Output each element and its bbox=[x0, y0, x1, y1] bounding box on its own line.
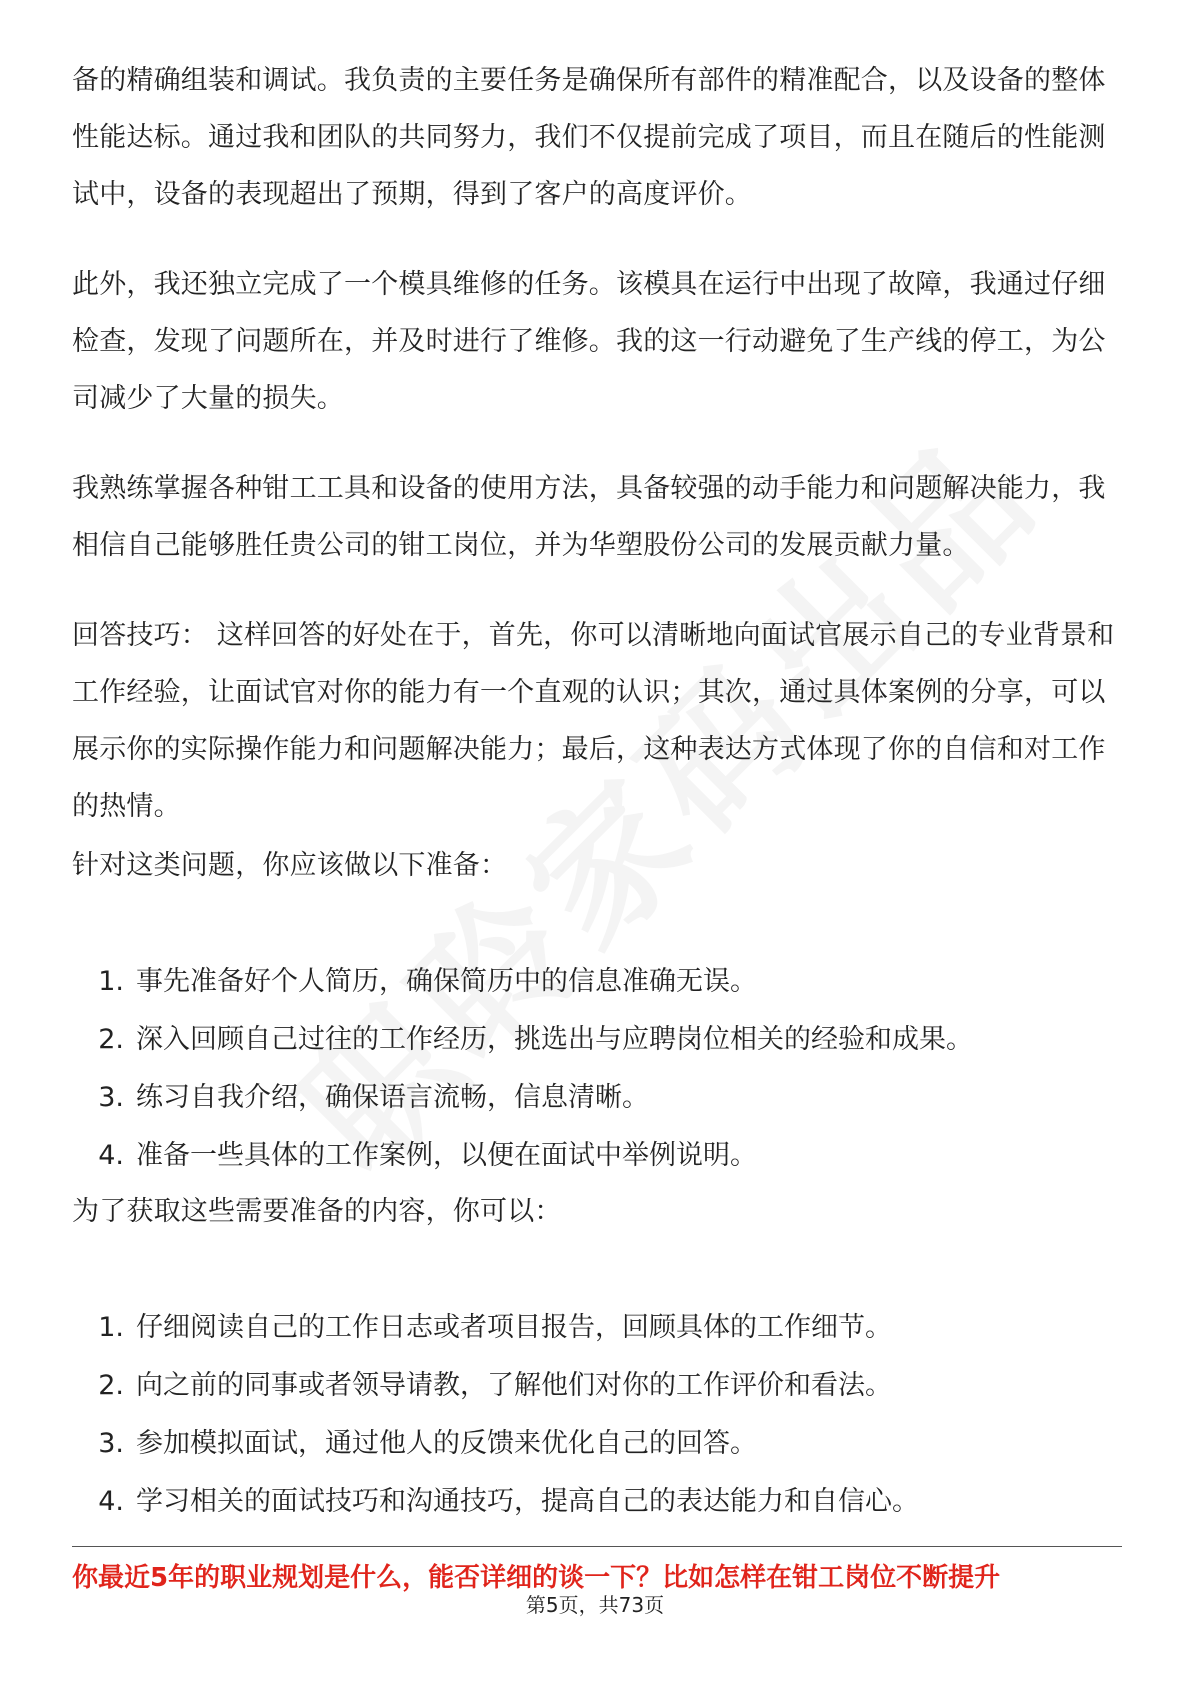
preparation-list bbox=[72, 953, 1122, 1185]
footer-divider bbox=[72, 1546, 1122, 1547]
list-item bbox=[72, 1069, 1122, 1127]
paragraph-skills-summary: 我熟练掌握各种钳工工具和设备的使用方法，具备较强的动手能力和问题解决能力，我相信自己能够胜任贵公司的钳工岗位，并为华塑股份公司的发展贡献力量。 bbox=[72, 473, 1106, 561]
paragraph-mold-repair: 此外，我还独立完成了一个模具维修的任务。该模具在运行中出现了故障，我通过仔细检查，发现了问题所在，并及时进行了维修。我的这一行动避免了生产线的停工，为公司减少了大量的损失。 bbox=[72, 269, 1106, 414]
list-item-text: 参加模拟面试，通过他人的反馈来优化自己的回答。 bbox=[136, 1428, 757, 1459]
list-item-number: 1. bbox=[98, 1312, 124, 1343]
list-item bbox=[72, 1127, 1122, 1185]
list-item-text: 准备一些具体的工作案例，以便在面试中举例说明。 bbox=[136, 1140, 757, 1171]
paragraph-assembly-project: 备的精确组装和调试。我负责的主要任务是确保所有部件的精准配合，以及设备的整体性能达标。通过我和团队的共同努力，我们不仅提前完成了项目，而且在随后的性能测试中，设备的表现超出了预期，得到了客户的高度评价。 bbox=[72, 65, 1106, 210]
list-item bbox=[72, 1357, 1122, 1415]
list-item-number: 2. bbox=[98, 1024, 124, 1055]
list-item-number: 1. bbox=[98, 966, 124, 997]
list-item-text: 事先准备好个人简历，确保简历中的信息准确无误。 bbox=[136, 966, 757, 997]
list-item-number: 4. bbox=[98, 1486, 124, 1517]
list-item-text: 向之前的同事或者领导请教，了解他们对你的工作评价和看法。 bbox=[136, 1370, 892, 1401]
list-item-text: 学习相关的面试技巧和沟通技巧，提高自己的表达能力和自信心。 bbox=[136, 1486, 919, 1517]
page-number: 第5页，共73页 bbox=[525, 1593, 665, 1617]
list-item-text: 练习自我介绍，确保语言流畅，信息清晰。 bbox=[136, 1082, 649, 1113]
next-question-heading: 你最近5年的职业规划是什么，能否详细的谈一下？比如怎样在钳工岗位不断提升 bbox=[72, 1563, 1001, 1593]
list-item bbox=[72, 1415, 1122, 1473]
list-item-number: 4. bbox=[98, 1140, 124, 1171]
list-item bbox=[72, 1473, 1122, 1531]
list-item-text: 深入回顾自己过往的工作经历，挑选出与应聘岗位相关的经验和成果。 bbox=[136, 1024, 973, 1055]
list-item-number: 2. bbox=[98, 1370, 124, 1401]
list-item-number: 3. bbox=[98, 1428, 124, 1459]
list-item bbox=[72, 1299, 1122, 1357]
list-item bbox=[72, 1011, 1122, 1069]
obtain-content-list bbox=[72, 1299, 1122, 1531]
paragraph-prep-intro: 针对这类问题，你应该做以下准备： bbox=[72, 850, 508, 881]
paragraph-how-to-obtain: 为了获取这些需要准备的内容，你可以： bbox=[72, 1196, 562, 1227]
list-item-text: 仔细阅读自己的工作日志或者项目报告，回顾具体的工作细节。 bbox=[136, 1312, 892, 1343]
list-item bbox=[72, 953, 1122, 1011]
paragraph-answer-tips: 回答技巧： 这样回答的好处在于，首先，你可以清晰地向面试官展示自己的专业背景和工作经验，让面试官对你的能力有一个直观的认识；其次，通过具体案例的分享，可以展示你的实际操作能力和问题解决能力；最后，这种表达方式体现了你的自信和对工作的热情。 bbox=[72, 620, 1115, 822]
list-item-number: 3. bbox=[98, 1082, 124, 1113]
